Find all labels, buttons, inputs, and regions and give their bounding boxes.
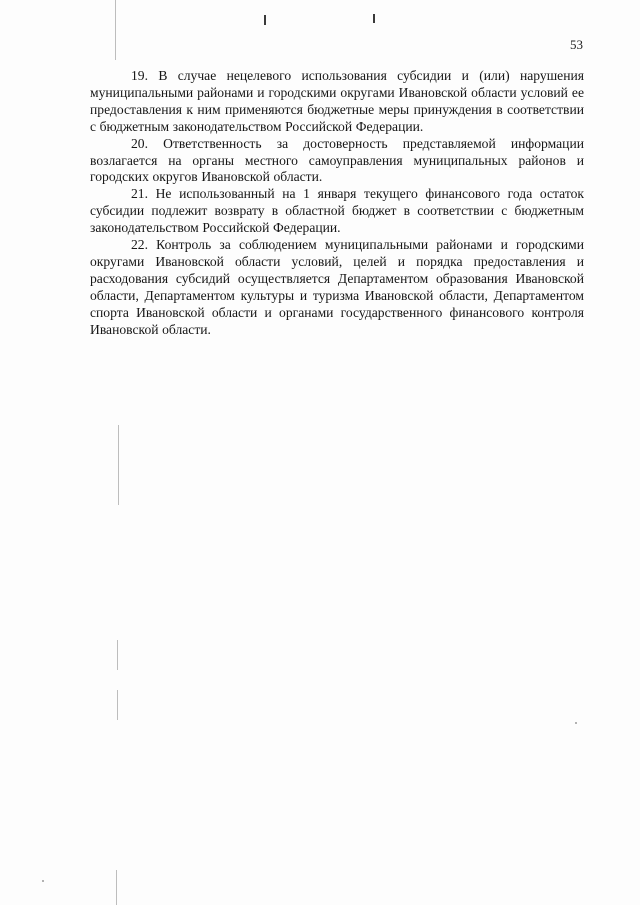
scan-edge-line-middle [118, 425, 119, 505]
scan-edge-line-bottom [116, 870, 117, 905]
scan-speck [575, 722, 577, 724]
scan-edge-line-lower [117, 640, 118, 670]
scan-edge-line-lower2 [117, 690, 118, 720]
binding-hole-mark-right [373, 14, 375, 23]
paragraph-19: 19. В случае нецелевого использования субсидии и (или) нарушения муниципальными районами и городскими округами Ивановской области условий ее предоставления к ним применяются бюджетные меры принуждения в соответствии с бюджетным законодательством Российской Федерации. [90, 68, 584, 134]
document-body [90, 68, 584, 339]
paragraph-21: 21. Не использованный на 1 января текущего финансового года остаток субсидии подлежит возврату в областной бюджет в соответствии с бюджетным законодательством Российской Федерации. [90, 186, 584, 236]
paragraph-22: 22. Контроль за соблюдением муниципальными районами и городскими округами Ивановской области условий, целей и порядка предоставления и расходования субсидий осуществляется Департаментом образования Ивановской области, Департаментом культуры и туризма Ивановской области, Департаментом спорта Ивановской области и органами государственного финансового контроля Ивановской области. [90, 237, 584, 337]
scan-speck [42, 880, 44, 882]
binding-hole-mark-left [264, 15, 266, 25]
scan-edge-line-top [115, 0, 116, 60]
paragraph-20: 20. Ответственность за достоверность представляемой информации возлагается на органы местного самоуправления муниципальных районов и городских округов Ивановской области. [90, 135, 584, 185]
page-number: 53 [570, 37, 583, 52]
